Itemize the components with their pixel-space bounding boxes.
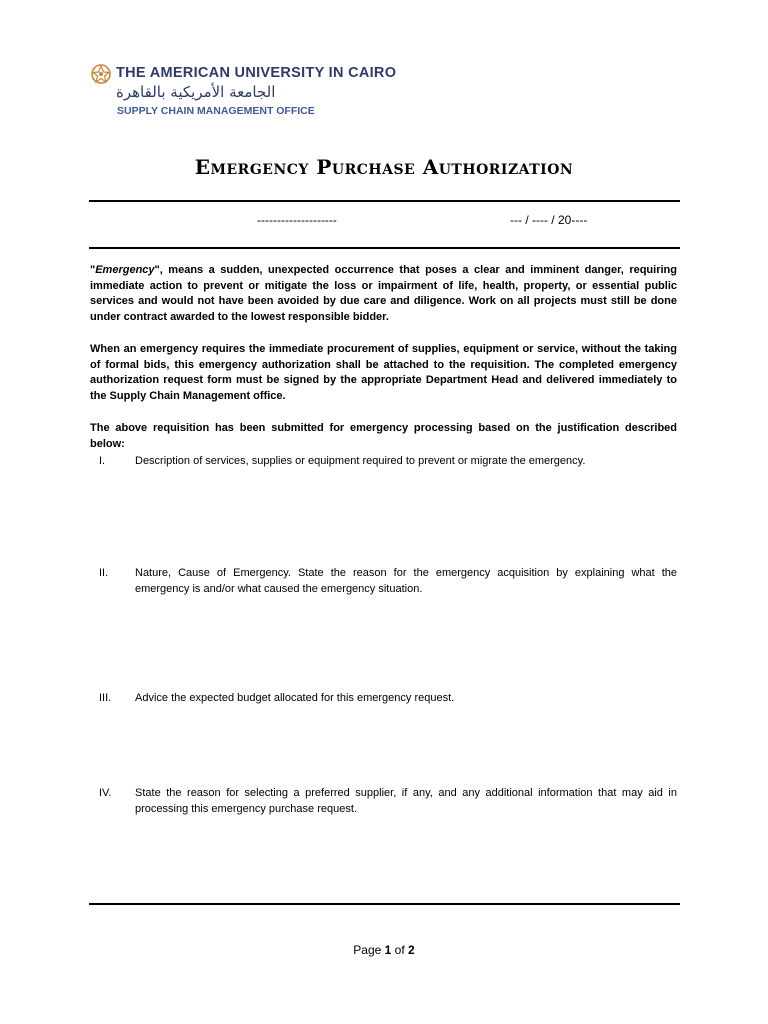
item-text: Advice the expected budget allocated for this emergency request. [135, 692, 455, 704]
office-name: SUPPLY CHAIN MANAGEMENT OFFICE [117, 105, 315, 117]
item-text: Description of services, supplies or equipment required to prevent or migrate the emergency. [135, 455, 586, 467]
auc-emblem-icon [90, 62, 112, 86]
item-number: I. [99, 455, 106, 467]
item-number: IV. [99, 787, 112, 799]
footer-rule [89, 903, 680, 905]
item-text: State the reason for selecting a preferred supplier, if any, and any additional information that may aid in processing this emergency purchase request. [135, 787, 677, 815]
of-label: of [391, 943, 409, 957]
emergency-term: Emergency [95, 264, 155, 276]
justification-lead: The above requisition has been submitted for emergency processing based on the justification described below: [90, 422, 677, 450]
open-quote: " [90, 264, 96, 276]
page-number [0, 943, 768, 957]
item-text: Nature, Cause of Emergency. State the reason for the emergency acquisition by explaining what the emergency is and/or what caused the emergency situation. [135, 567, 677, 595]
total-pages: 2 [408, 943, 415, 957]
university-name: THE AMERICAN UNIVERSITY IN CAIRO [116, 65, 397, 81]
reference-field: -------------------- [257, 213, 337, 227]
header-bottom-rule [89, 247, 680, 249]
item-number: III. [99, 692, 112, 704]
emergency-definition [90, 263, 677, 326]
procedure-paragraph: When an emergency requires the immediate procurement of supplies, equipment or service, without the taking of formal bids, this emergency authorization shall be attached to the requisition. The completed emergency authorization request form must be signed by the appropriate Department Head and delivered immediately to the Supply Chain Management office. [90, 343, 677, 403]
item-number: II. [99, 567, 109, 579]
current-page: 1 [384, 943, 392, 957]
page-label: Page [353, 943, 385, 957]
top-rule [89, 200, 680, 202]
letterhead [90, 62, 510, 122]
definition-text: ", means a sudden, unexpected occurrence that poses a clear and imminent danger, requiring immediate action to prevent or mitigate the loss or impairment of life, health, property, or essential public services and would not have been avoided by due care and diligence. Work on all projects must still be done under contract awarded to the lowest responsible bidder. [90, 264, 677, 324]
university-name-arabic: الجامعة الأمريكية بالقاهرة [116, 83, 276, 101]
document-title: Emergency Purchase Authorization [194, 155, 574, 179]
date-field: --- / ---- / 20---- [510, 213, 588, 227]
